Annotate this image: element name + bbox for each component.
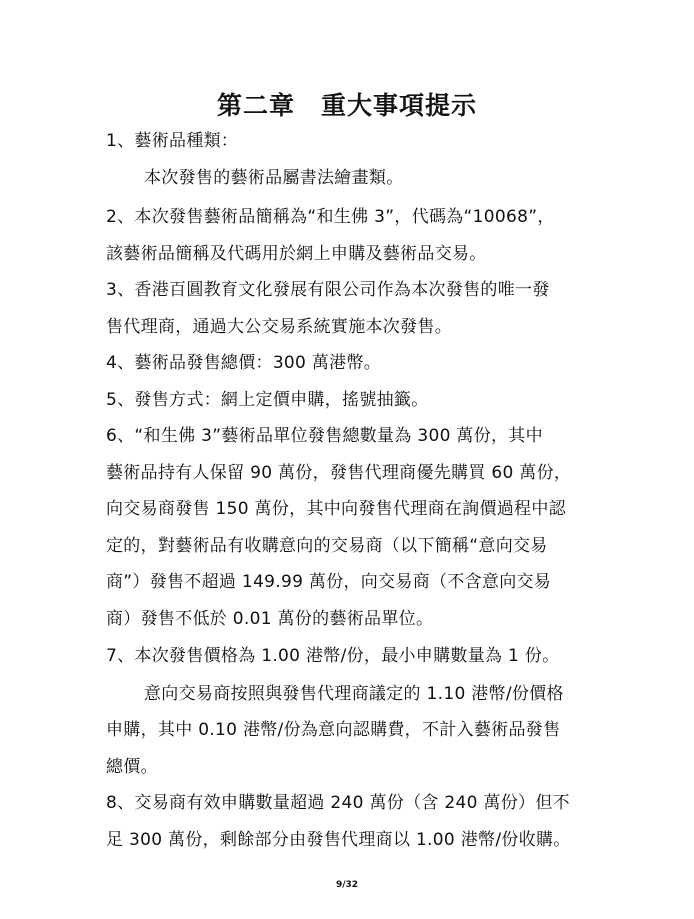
page-number: 9/32: [335, 880, 359, 890]
item-6-line-6: 商）發售不低於 0.01 萬份的藝術品單位。: [106, 609, 434, 629]
item-7-line-2: 意向交易商按照與發售代理商議定的 1.10 港幣/份價格: [144, 684, 564, 704]
item-1-heading: 1、藝術品種類：: [106, 131, 239, 151]
item-7-line-1: 7、本次發售價格為 1.00 港幣/份，最小申購數量為 1 份。: [106, 646, 560, 666]
item-2-line-1: 2、本次發售藝術品簡稱為“和生佛 3”，代碼為“10068”，: [106, 207, 555, 227]
item-6-line-4: 定的，對藝術品有收購意向的交易商（以下簡稱“意向交易: [106, 536, 548, 556]
item-6-line-1: 6、“和生佛 3”藝術品單位發售總數量為 300 萬份，其中: [106, 426, 543, 446]
item-2-line-2: 該藝術品簡稱及代碼用於網上申購及藝術品交易。: [106, 244, 487, 264]
chapter-title: 第二章 重大事項提示: [216, 91, 477, 120]
item-8-line-2: 足 300 萬份，剩餘部分由發售代理商以 1.00 港幣/份收購。: [106, 830, 571, 850]
item-8-line-1: 8、交易商有效申購數量超過 240 萬份（含 240 萬份）但不: [106, 793, 570, 813]
item-7-line-4: 總價。: [106, 757, 158, 777]
item-1-body: 本次發售的藝術品屬書法繪畫類。: [144, 168, 404, 188]
item-3-line-1: 3、香港百圓教育文化發展有限公司作為本次發售的唯一發: [106, 280, 550, 300]
item-3-line-2: 售代理商，通過大公交易系統實施本次發售。: [106, 317, 452, 337]
item-4: 4、藝術品發售總價：300 萬港幣。: [106, 353, 382, 373]
item-7-line-3: 申購，其中 0.10 港幣/份為意向認購費，不計入藝術品發售: [106, 720, 561, 740]
item-5: 5、發售方式：網上定價申購，搖號抽籤。: [106, 390, 429, 410]
item-6-line-5: 商”）發售不超過 149.99 萬份，向交易商（不含意向交易: [106, 572, 552, 592]
item-6-line-3: 向交易商發售 150 萬份，其中向發售代理商在詢價過程中認: [106, 499, 566, 519]
item-6-line-2: 藝術品持有人保留 90 萬份，發售代理商優先購買 60 萬份，: [106, 463, 572, 483]
